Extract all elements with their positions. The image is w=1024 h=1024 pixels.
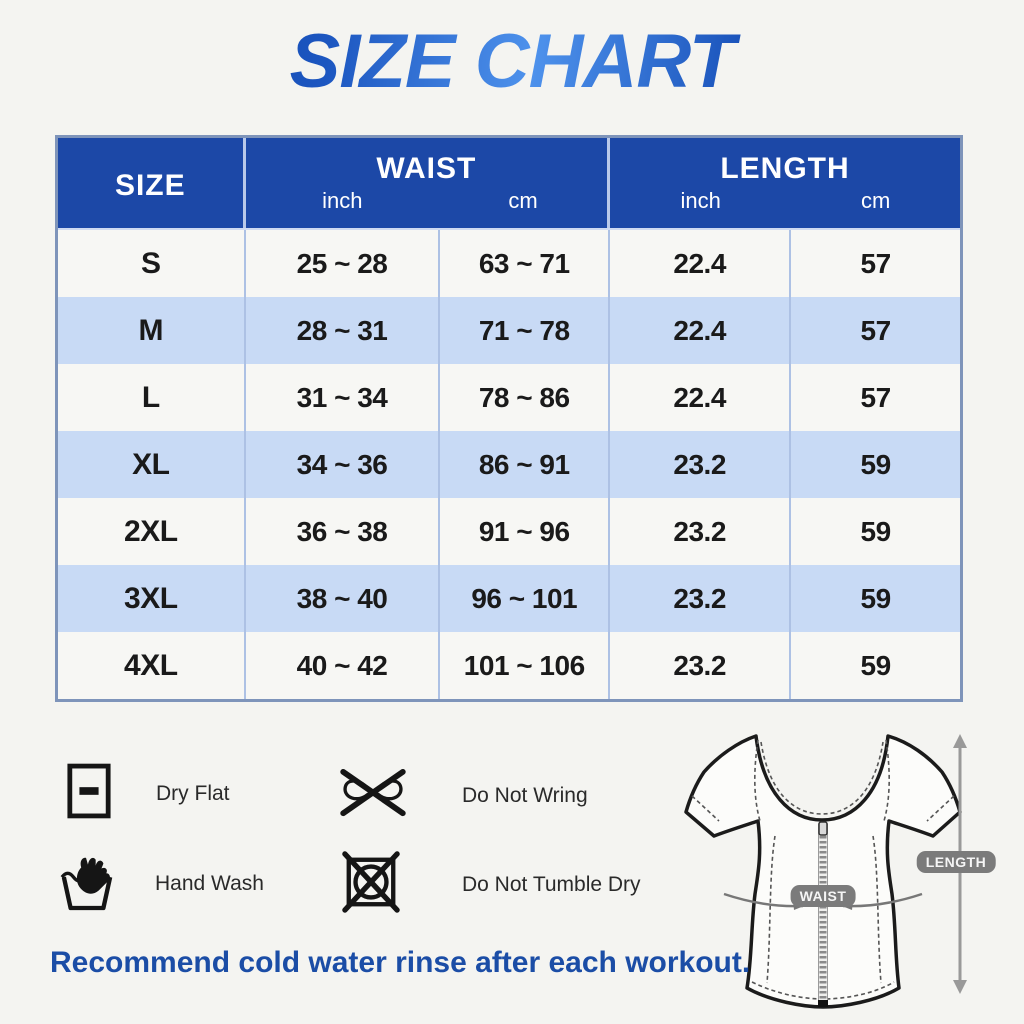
length-unit-inch: inch [680,188,721,213]
cell-length-inch: 23.2 [610,498,791,565]
do-not-tumble-dry-icon [342,850,400,919]
footer-note: Recommend cold water rinse after each workout. [50,946,751,979]
cell-waist-inch: 36 ~ 38 [246,498,441,565]
cell-length-cm: 59 [860,448,891,480]
cell-size: L [58,364,246,431]
cell-waist-inch: 40 ~ 42 [246,632,441,699]
cell-length-inch: 22.4 [610,230,791,297]
table-row [58,498,960,565]
cell-length-inch: 23.2 [610,632,791,699]
header-length-group [610,138,960,228]
header-waist-group [246,138,610,228]
size-table [55,135,963,702]
dry-flat-icon [66,762,112,825]
cell-size: 3XL [58,565,246,632]
care-label: Hand Wash [155,871,264,895]
care-item-do-not-wring [338,768,588,823]
waist-units [246,188,607,214]
waist-unit-cm: cm [508,188,538,213]
table-row [58,364,960,431]
cell-waist-inch: 31 ~ 34 [246,364,441,431]
cell-waist-cm: 71 ~ 78 [440,297,610,364]
table-row [58,297,960,364]
table-header [58,138,960,230]
zipper-stop [818,1000,828,1007]
table-row [58,632,960,699]
cell-waist-inch: 28 ~ 31 [246,297,441,364]
table-row [58,230,960,297]
hand-wash-icon [60,850,114,917]
care-item-do-not-tumble-dry [342,850,641,919]
do-not-wring-icon [338,768,408,823]
cell-length-cm: 59 [860,649,891,681]
cell-size: XL [58,431,246,498]
cell-size: 2XL [58,498,246,565]
zipper-pull [819,822,827,835]
cell-size: M [58,297,246,364]
table-row [58,565,960,632]
cell-size: S [58,230,246,297]
cell-waist-cm: 96 ~ 101 [440,565,610,632]
cell-waist-inch: 38 ~ 40 [246,565,441,632]
care-label: Do Not Tumble Dry [462,872,641,896]
care-item-hand-wash [60,850,264,917]
waist-unit-inch: inch [322,188,363,213]
cell-length-inch: 23.2 [610,431,791,498]
length-label-pill: LENGTH [917,851,996,873]
cell-length-inch: 23.2 [610,565,791,632]
waist-label-pill: WAIST [791,885,856,907]
care-item-dry-flat [66,762,230,825]
cell-length-inch: 22.4 [610,297,791,364]
header-size-label: SIZE [114,169,186,202]
cell-waist-inch: 34 ~ 36 [246,431,441,498]
care-label: Do Not Wring [462,783,588,807]
cell-length-cm: 59 [860,582,891,614]
cell-length-cm: 57 [860,247,891,279]
page-title: SIZE CHART [0,18,1024,105]
header-length-label: LENGTH [720,152,850,185]
table-body [58,230,960,699]
cell-size: 4XL [58,632,246,699]
header-waist-label: WAIST [376,152,477,185]
table-row [58,431,960,498]
header-size [58,138,246,228]
cell-waist-cm: 86 ~ 91 [440,431,610,498]
cell-waist-cm: 101 ~ 106 [440,632,610,699]
cell-length-cm: 57 [860,381,891,413]
cell-length-inch: 22.4 [610,364,791,431]
cell-length-cm: 59 [860,515,891,547]
cell-length-cm: 57 [860,314,891,346]
length-unit-cm: cm [860,188,891,213]
cell-waist-cm: 78 ~ 86 [440,364,610,431]
cell-waist-inch: 25 ~ 28 [246,230,441,297]
care-label: Dry Flat [156,781,230,805]
length-units [610,188,960,214]
cell-waist-cm: 91 ~ 96 [440,498,610,565]
cell-waist-cm: 63 ~ 71 [440,230,610,297]
